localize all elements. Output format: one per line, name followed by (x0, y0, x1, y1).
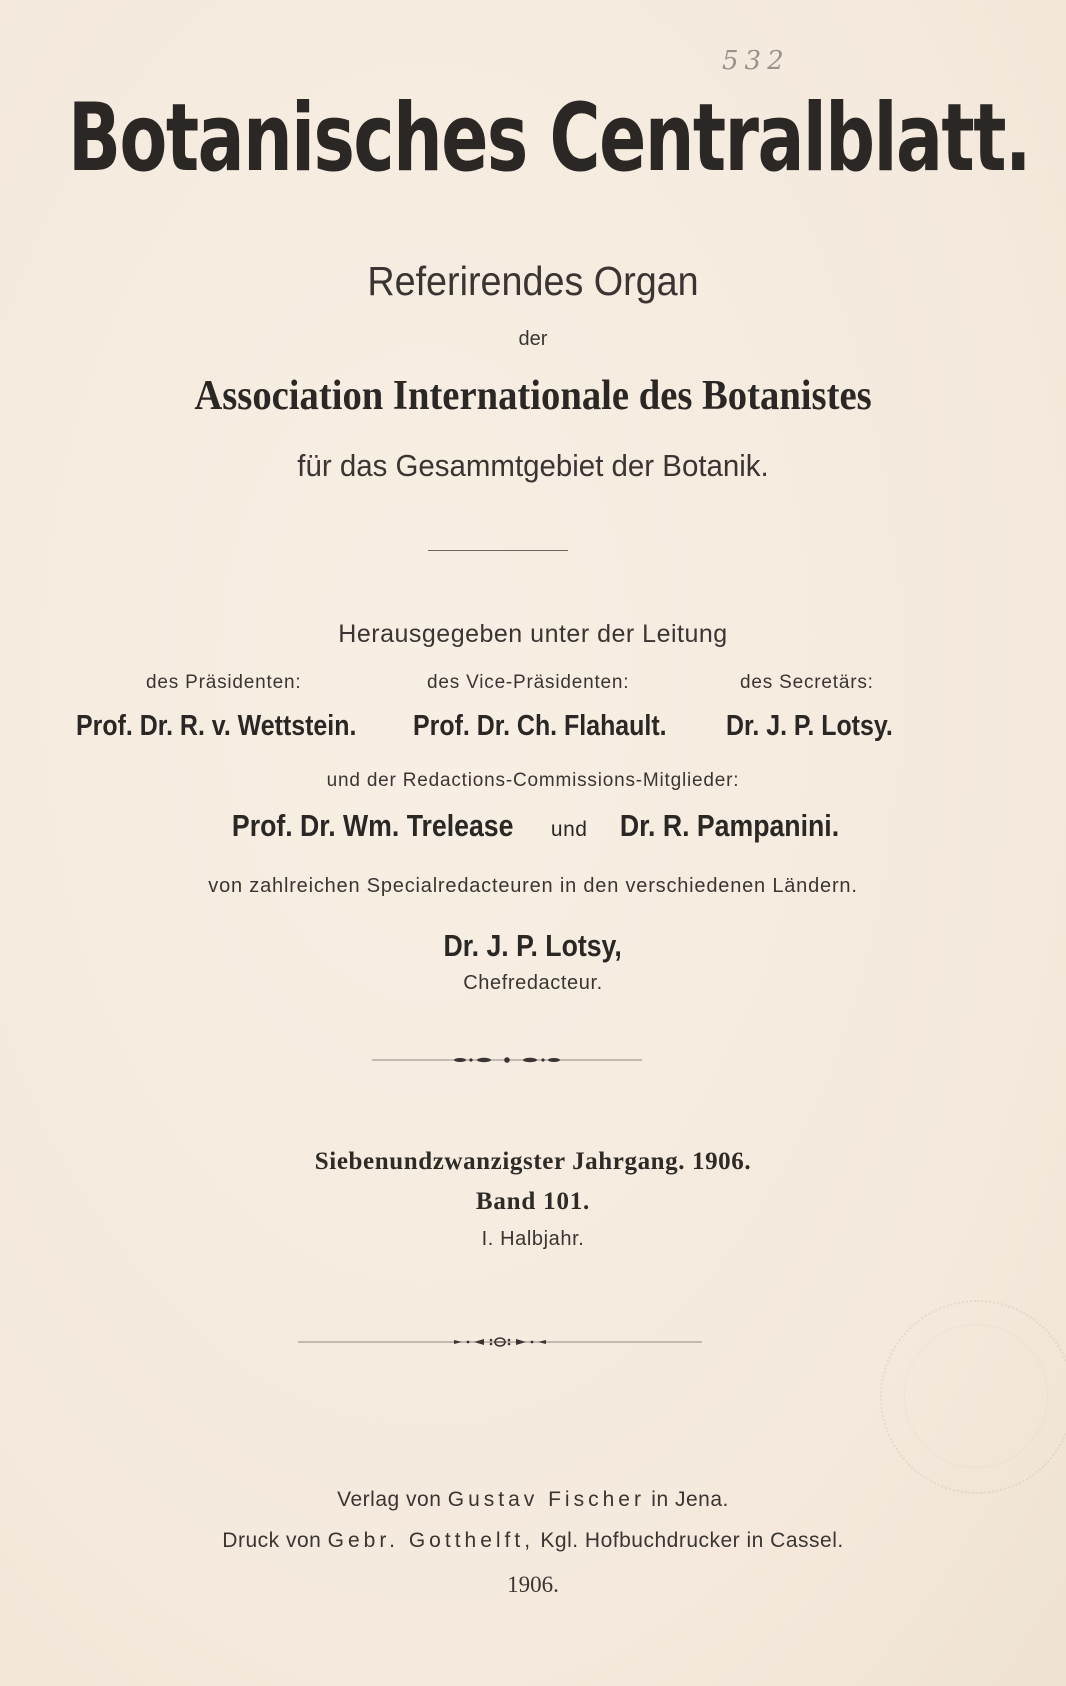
editorship-heading: Herausgegeben unter der Leitung (338, 620, 728, 648)
commission-conjunction: und (550, 818, 588, 841)
role-secretary: des Secretärs: (740, 672, 874, 693)
journal-title: Botanisches Centralblatt. (68, 84, 1030, 193)
short-rule-divider (428, 550, 568, 551)
chief-editor-title: Chefredacteur. (463, 972, 603, 994)
scope-text: für das Gesammtgebiet der Botanik. (297, 448, 769, 483)
commission-members (0, 808, 1066, 844)
chief-editor-name: Dr. J. P. Lotsy, (443, 928, 623, 963)
commission-member-2: Dr. R. Pampanini. (619, 808, 840, 843)
imprint-year: 1906. (507, 1572, 559, 1597)
name-president: Prof. Dr. R. v. Wettstein. (76, 710, 357, 742)
printer-prefix: Druck von (222, 1529, 322, 1552)
volume-year-line: Siebenundzwanzigster Jahrgang. 1906. (314, 1148, 752, 1175)
printer-line (0, 1529, 1066, 1553)
library-stamp-faint (880, 1300, 1066, 1494)
name-secretary: Dr. J. P. Lotsy. (726, 710, 893, 742)
editor-names (0, 710, 1066, 754)
ornamental-rule-1 (372, 1052, 642, 1068)
library-stamp-inner-ring (904, 1324, 1048, 1468)
handwritten-shelfmark: 532 (722, 46, 790, 76)
der-text: der (518, 328, 548, 350)
role-vice-president: des Vice-Präsidenten: (427, 672, 630, 693)
ornamental-rule-2 (298, 1334, 702, 1350)
printer-name: Gebr. Gotthelft, (327, 1529, 535, 1552)
commission-heading: und der Redactions-Commissions-Mitglieder: (326, 770, 740, 791)
editor-roles (0, 672, 1066, 702)
publisher-line (0, 1488, 1066, 1512)
publisher-suffix: in Jena. (651, 1488, 729, 1511)
commission-member-1: Prof. Dr. Wm. Trelease (231, 808, 514, 843)
publisher-prefix: Verlag von (337, 1488, 442, 1511)
name-vice-president: Prof. Dr. Ch. Flahault. (413, 710, 667, 742)
volume-band: Band 101. (475, 1188, 591, 1215)
role-president: des Präsidenten: (146, 672, 302, 693)
chief-editor-name-line (0, 928, 1066, 964)
volume-half-year: I. Halbjahr. (481, 1228, 585, 1250)
special-editors-text: von zahlreichen Specialredacteuren in den verschiedenen Ländern. (208, 875, 858, 897)
publisher-name: Gustav Fischer (447, 1488, 645, 1511)
subtitle: Referirendes Organ (367, 258, 699, 304)
printer-suffix: Kgl. Hofbuchdrucker in Cassel. (540, 1529, 844, 1552)
association-name: Association Internationale des Botanistes (194, 373, 872, 419)
